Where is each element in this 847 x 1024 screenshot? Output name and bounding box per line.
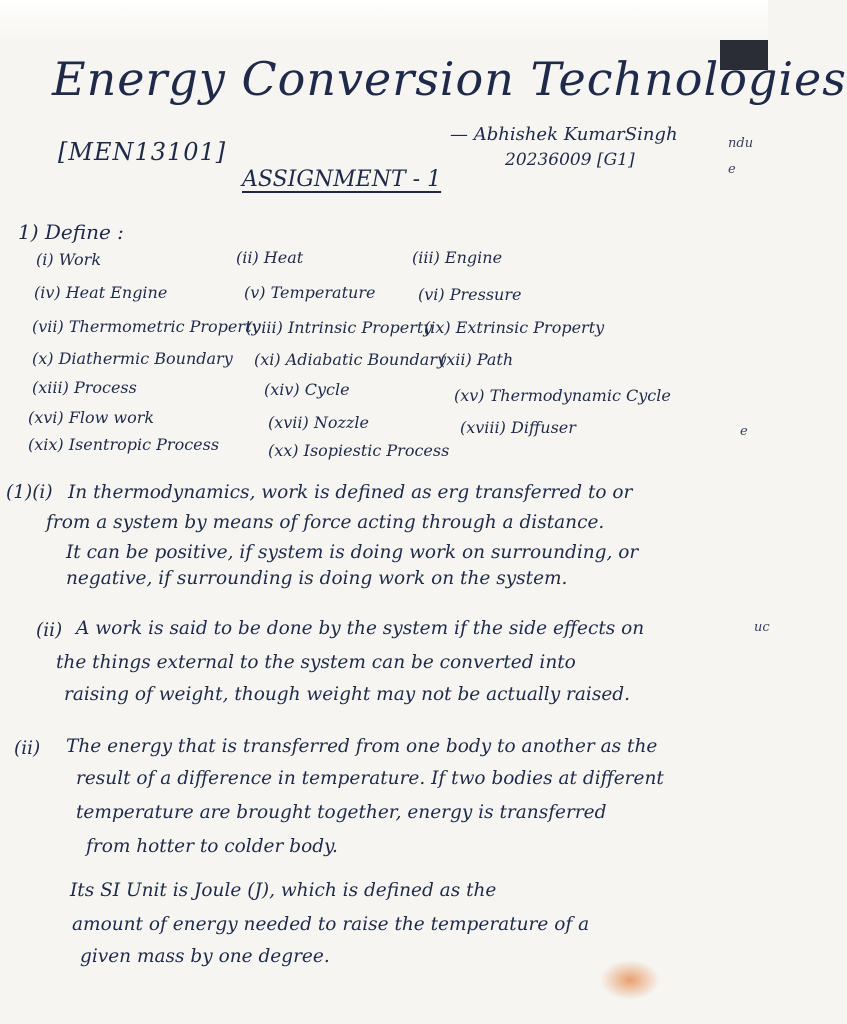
margin-note: ndu — [728, 136, 754, 151]
margin-note: e — [740, 424, 748, 439]
list-item: (viii) Intrinsic Property — [246, 318, 433, 337]
list-item: (vi) Pressure — [418, 285, 522, 304]
author-name: — Abhishek KumarSingh — [450, 124, 678, 145]
list-item: (xiv) Cycle — [264, 380, 350, 399]
answer-marker: (1)(i) — [6, 482, 53, 503]
answer-line: It can be positive, if system is doing work on surrounding, or — [66, 542, 639, 563]
list-item: (xi) Adiabatic Boundary — [254, 350, 447, 369]
answer-line: from hotter to colder body. — [86, 836, 338, 857]
answer-line: In thermodynamics, work is defined as erg transferred to or — [68, 482, 633, 503]
list-item: (ix) Extrinsic Property — [424, 318, 605, 337]
assignment-heading: ASSIGNMENT - 1 — [242, 167, 442, 192]
answer-line: amount of energy needed to raise the temperature of a — [72, 914, 590, 935]
page-title: Energy Conversion Technologies — [52, 52, 847, 106]
roll-number: 20236009 [G1] — [505, 150, 635, 170]
margin-note: e — [728, 162, 736, 177]
list-item: (xvi) Flow work — [28, 408, 155, 427]
list-item: (xvii) Nozzle — [268, 413, 369, 432]
list-item: (xix) Isentropic Process — [28, 435, 220, 454]
list-item: (v) Temperature — [244, 283, 376, 302]
answer-line: given mass by one degree. — [80, 946, 330, 967]
list-item: (x) Diathermic Boundary — [32, 349, 233, 368]
list-item: (xii) Path — [440, 350, 514, 369]
answer-line: negative, if surrounding is doing work on the system. — [66, 568, 568, 589]
answer-line: the things external to the system can be converted into — [56, 652, 576, 673]
list-item: (i) Work — [36, 250, 102, 269]
answer-line: Its SI Unit is Joule (J), which is defined as the — [70, 880, 497, 901]
answer-line: from a system by means of force acting through a distance. — [46, 512, 605, 533]
list-item: (vii) Thermometric Property — [32, 317, 261, 336]
list-item: (xv) Thermodynamic Cycle — [454, 386, 671, 405]
answer-line: result of a difference in temperature. If two bodies at different — [76, 768, 664, 789]
page-top-edge — [0, 0, 768, 44]
answer-line: raising of weight, though weight may not be actually raised. — [64, 684, 631, 705]
question-heading: 1) Define : — [18, 220, 124, 244]
course-code: [MEN13101] — [58, 138, 227, 166]
list-item: (xx) Isopiestic Process — [268, 441, 450, 460]
list-item: (iii) Engine — [412, 248, 503, 267]
answer-line: The energy that is transferred from one body to another as the — [66, 736, 658, 757]
finger-shadow — [600, 960, 660, 1000]
answer-marker: (ii) — [14, 738, 41, 759]
margin-note: uc — [754, 620, 770, 635]
list-item: (xviii) Diffuser — [460, 418, 576, 437]
answer-marker: (ii) — [36, 620, 63, 641]
answer-line: temperature are brought together, energy is transferred — [76, 802, 607, 823]
list-item: (xiii) Process — [32, 378, 137, 397]
answer-line: A work is said to be done by the system if the side effects on — [76, 618, 645, 639]
list-item: (ii) Heat — [236, 248, 304, 267]
list-item: (iv) Heat Engine — [34, 283, 168, 302]
